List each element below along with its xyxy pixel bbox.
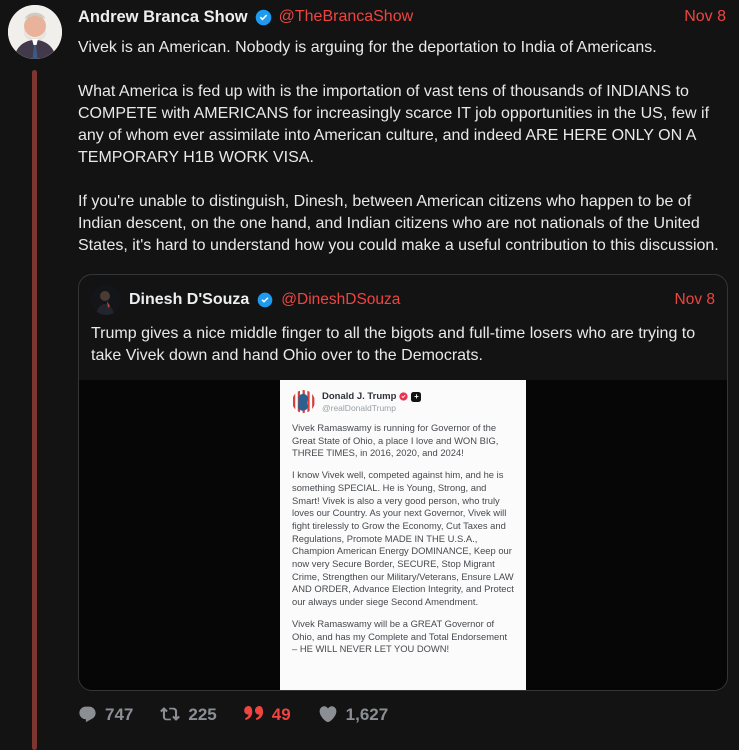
reply-count: 747: [105, 704, 134, 724]
author-handle[interactable]: @TheBrancaShow: [278, 8, 414, 25]
tweet-paragraph: If you're unable to distinguish, Dinesh, between American citizens who happen to be of Indian descent, on the one hand, and Indian citizens who are not nationals of the United States, it's hard to understand how you could make a useful contribution to this discussion.: [78, 193, 719, 254]
reply-icon: [78, 705, 97, 724]
author-name[interactable]: Andrew Branca Show: [78, 7, 248, 26]
like-stat[interactable]: [318, 704, 389, 724]
embedded-post-paragraph: I know Vivek well, competed against him, and he is something SPECIAL. He is Young, Strong, and Smart! Vivek is also a very good person, who truly loves our Country. As your next Governor, Vivek will fight tirelessly to Grow the Economy, Cut Taxes and Regulations, Promote MADE IN THE U.S.A., Champion American Energy DOMINANCE, Keep our now very Secure Border, SECURE, Stop Migrant Crime, Strengthen our Military/Veterans, Ensure LAW AND ORDER, Advance Election Integrity, and Protect our always under siege Second Amendment.: [292, 469, 514, 608]
quote-author-avatar[interactable]: [91, 285, 121, 315]
quoted-tweet-media[interactable]: [79, 380, 727, 690]
verified-icon: [255, 9, 272, 26]
retweet-icon: [160, 704, 180, 724]
embedded-author-handle: @realDonaldTrump: [322, 403, 396, 413]
quote-icon: [244, 706, 264, 722]
embedded-post-paragraph: Vivek Ramaswamy is running for Governor of the Great State of Ohio, a place I love and WON BIG, THREE TIMES, in 2016, 2020, and 2024!: [292, 422, 499, 459]
embedded-author-names: [322, 390, 421, 413]
retweet-stat[interactable]: [160, 704, 216, 724]
tweet-body: [78, 37, 726, 257]
tweet-header: [78, 6, 726, 28]
embedded-post-paragraph: Vivek Ramaswamy will be a GREAT Governor of Ohio, and has my Complete and Total Endorsement – HE WILL NEVER LET YOU DOWN!: [292, 617, 508, 655]
quote-stat[interactable]: [244, 706, 291, 723]
retweet-count: 225: [188, 704, 217, 724]
like-count: 1,627: [345, 704, 389, 724]
quote-author-handle[interactable]: @DineshDSouza: [281, 291, 401, 308]
truth-social-logo-icon: +: [411, 392, 421, 402]
like-icon: [318, 704, 338, 724]
quote-text: Trump gives a nice middle finger to all the bigots and full-time losers who are trying to take Vivek down and hand Ohio over to the Democrats.: [91, 325, 696, 364]
tweet-paragraph: Vivek is an American. Nobody is arguing for the deportation to India of Americans.: [78, 39, 657, 56]
engagement-bar: [78, 691, 726, 724]
embedded-truth-post: [280, 380, 526, 690]
embedded-author-name: Donald J. Trump: [322, 391, 397, 402]
tweet-date[interactable]: Nov 8: [684, 8, 726, 25]
quoted-tweet[interactable]: [78, 274, 728, 691]
embedded-author-avatar: [292, 390, 315, 413]
embedded-post-header: [292, 390, 514, 413]
quote-author-name[interactable]: Dinesh D'Souza: [129, 291, 250, 308]
author-avatar-image: [8, 5, 62, 59]
quote-verified-icon: [257, 292, 273, 308]
quote-date[interactable]: Nov 8: [674, 291, 715, 308]
quote-count: 49: [271, 704, 291, 724]
thread-connector-line: [32, 70, 37, 750]
tweet-paragraph: What America is fed up with is the importation of vast tens of thousands of INDIANS to COMPETE with AMERICANS for increasingly scarce IT job opportunities in the US, few if any of whom ever assimilate into American culture, and indeed ARE HERE ONLY ON A TEMPORARY H1B WORK VISA.: [78, 83, 710, 166]
quote-author-avatar-image: [91, 285, 121, 315]
author-avatar[interactable]: [8, 5, 62, 59]
reply-stat[interactable]: [78, 705, 133, 724]
quoted-tweet-header: [79, 275, 727, 315]
truth-verified-icon: [399, 392, 408, 401]
